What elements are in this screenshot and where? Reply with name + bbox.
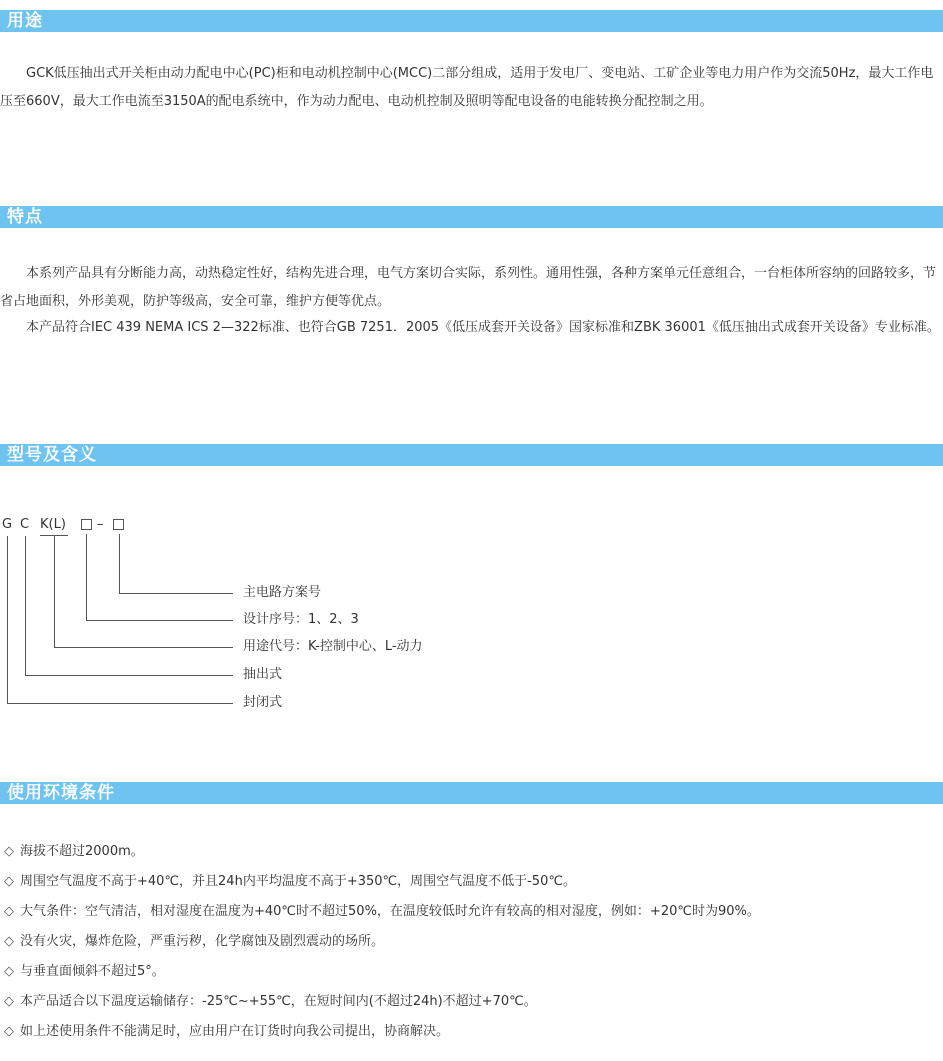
env-item-text: 本产品适合以下温度运输储存：-25℃~+55℃，在短时间内(不超过24h)不超过+70℃。	[20, 994, 537, 1009]
env-list-item	[4, 843, 144, 861]
env-list-item	[4, 933, 384, 951]
section-title-model: 型号及含义	[7, 445, 97, 465]
usage-paragraph: GCK低压抽出式开关柜由动力配电中心(PC)柜和电动机控制中心(MCC)二部分组成，适用于发电厂、变电站、工矿企业等电力用户作为交流50Hz，最大工作电压至660V，最大工作电流至3150A的配电系统中，作为动力配电、电动机控制及照明等配电设备的电能转换分配控制之用。	[0, 66, 934, 109]
connector-line-design	[87, 534, 234, 621]
diamond-outline-icon: ◇	[4, 874, 14, 889]
connector-line-enclosed	[8, 536, 234, 704]
env-list-item	[4, 873, 576, 891]
model-code-dash: –	[97, 517, 104, 532]
diamond-outline-icon: ◇	[4, 1024, 14, 1039]
features-paragraph-1: 本系列产品具有分断能力高，动热稳定性好，结构先进合理，电气方案切合实际，系列性。通用性强，各种方案单元任意组合，一台柜体所容纳的回路较多，节省占地面积，外形美观，防护等级高，安全可靠，维护方便等优点。	[0, 266, 937, 309]
connector-line-usage-code	[55, 536, 234, 648]
env-item-text: 海拔不超过2000m。	[20, 844, 144, 859]
diamond-outline-icon: ◇	[4, 934, 14, 949]
env-list-item	[4, 903, 760, 921]
env-list-item	[4, 963, 165, 981]
env-list-item	[4, 993, 537, 1011]
model-label-scheme: 主电路方案号	[243, 585, 322, 600]
model-code-kl: K(L)	[40, 517, 66, 532]
section-header-environment	[0, 782, 943, 804]
env-item-text: 没有火灾，爆炸危险，严重污秽，化学腐蚀及剧烈震动的场所。	[20, 934, 385, 949]
env-item-text: 与垂直面倾斜不超过5°。	[20, 964, 165, 979]
model-label-design: 设计序号：1、2、3	[243, 612, 359, 627]
section-title-features: 特点	[7, 207, 43, 227]
connector-line-drawout	[26, 536, 234, 676]
features-paragraph-2: 本产品符合IEC 439 NEMA ICS 2—322标准、也符合GB 7251．2005《低压成套开关设备》国家标准和ZBK 36001《低压抽出式成套开关设备》专业标准。	[26, 320, 940, 335]
model-label-usage-code: 用途代号：K-控制中心、L-动力	[243, 639, 423, 654]
model-label-drawout: 抽出式	[243, 667, 283, 682]
env-list-item	[4, 1023, 449, 1041]
section-title-environment: 使用环境条件	[7, 783, 115, 803]
section-title-usage: 用途	[7, 11, 43, 31]
env-item-text: 周围空气温度不高于+40℃，并且24h内平均温度不高于+350℃，周围空气温度不低于-50℃。	[20, 874, 576, 889]
model-code-c: C	[20, 517, 30, 532]
env-item-text: 如上述使用条件不能满足时，应由用户在订货时向我公司提出，协商解决。	[20, 1024, 450, 1039]
model-label-enclosed: 封闭式	[243, 695, 283, 710]
connector-line-scheme	[120, 534, 234, 594]
env-item-text: 大气条件：空气清洁，相对湿度在温度为+40℃时不超过50%，在温度较低时允许有较高的相对湿度，例如：+20℃时为90%。	[20, 904, 760, 919]
diamond-outline-icon: ◇	[4, 964, 14, 979]
diamond-outline-icon: ◇	[4, 994, 14, 1009]
diamond-outline-icon: ◇	[4, 904, 14, 919]
diamond-outline-icon: ◇	[4, 844, 14, 859]
model-code-g: G	[2, 517, 13, 532]
